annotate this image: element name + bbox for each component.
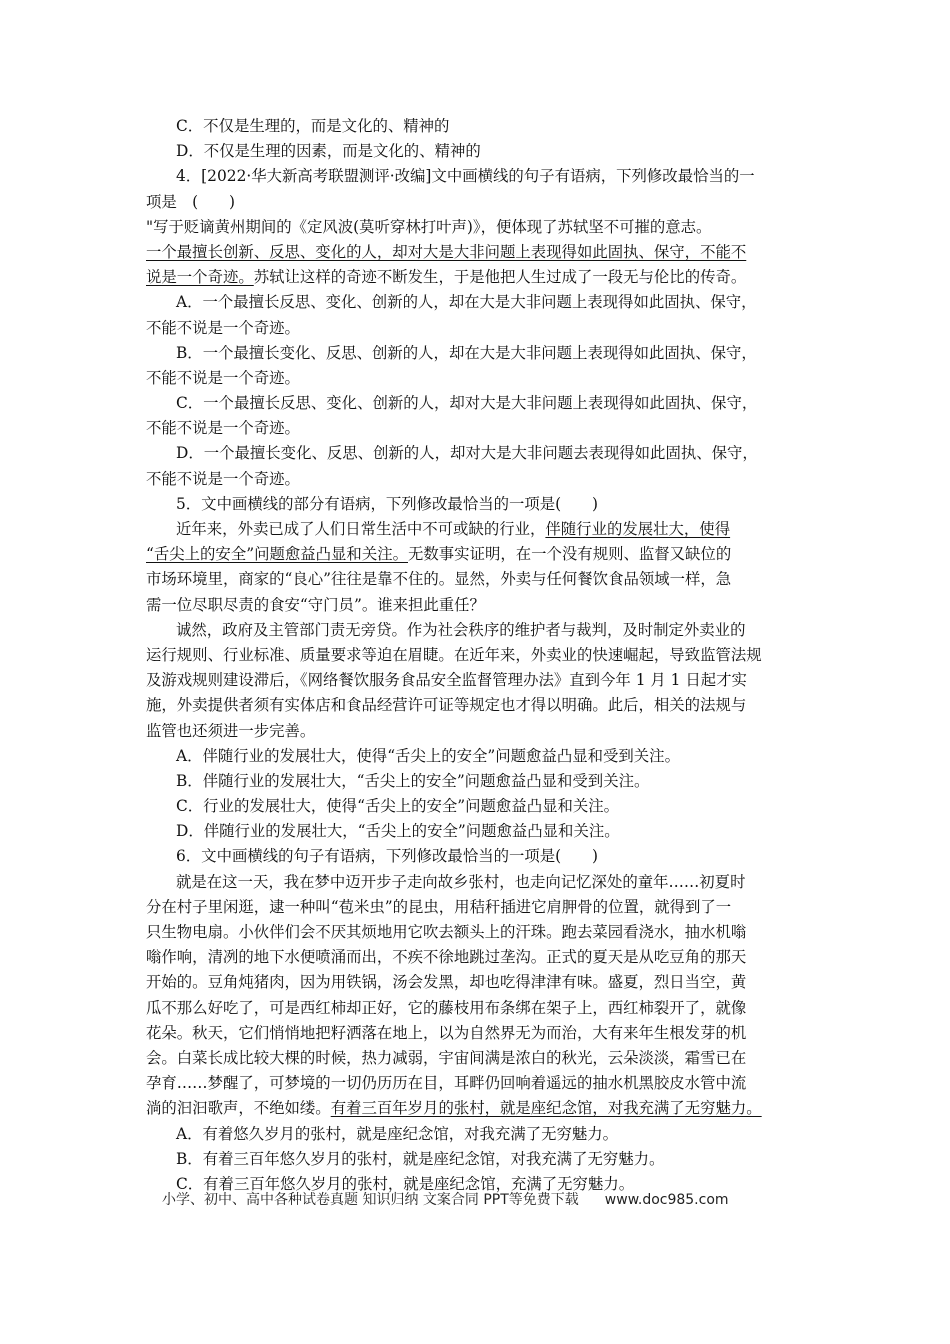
q5-text: 无数事实证明，在一个没有规则、监督又缺位的 bbox=[408, 545, 732, 564]
q6-passage-line: 孕育……梦醒了，可梦境的一切仍历历在目，耳畔仍回响着遥远的抽水机黑胶皮水管中流 bbox=[146, 1074, 747, 1093]
q6-passage-line: 分在村子里闲逛，逮一种叫“苞米虫”的昆虫，用秸秆插进它肩胛骨的位置，就得到了一 bbox=[146, 897, 732, 916]
q6-text: 淌的汩汩歌声，不绝如缕。 bbox=[146, 1099, 331, 1118]
q4-passage-tail: 苏轼让这样的奇迹不断发生，于是他把人生过成了一段无与伦比的传奇。 bbox=[253, 268, 747, 287]
q4-option-d-cont: 不能不说是一个奇迹。 bbox=[146, 469, 300, 488]
q4-option-b: B．一个最擅长变化、反思、创新的人，却在大是大非问题上表现得如此固执、保守， bbox=[176, 343, 757, 362]
q3-option-d: D．不仅是生理的因素，而是文化的、精神的 bbox=[176, 142, 481, 161]
footer-url[interactable]: www.doc985.com bbox=[604, 1192, 729, 1208]
q4-underlined-sentence-end: 说是一个奇迹。 bbox=[146, 268, 254, 287]
q3-option-c: C．不仅是生理的，而是文化的、精神的 bbox=[176, 117, 450, 135]
q4-stem-cont: 项是 ( ) bbox=[146, 192, 235, 211]
q4-option-d: D．一个最擅长变化、反思、创新的人，却对大是大非问题去表现得如此固执、保守， bbox=[176, 444, 758, 463]
q5-option-c: C．行业的发展壮大，使得“舌尖上的安全”问题愈益凸显和关注。 bbox=[176, 797, 620, 816]
footer-text: 小学、初中、高中各种试卷真题 知识归纳 文案合同 PPT等免费下载 bbox=[162, 1192, 579, 1208]
q5-passage-line: 诚然，政府及主管部门责无旁贷。作为社会秩序的维护者与裁判，及时制定外卖业的 bbox=[176, 620, 746, 639]
q4-underlined-sentence: 一个最擅长创新、反思、变化的人，却对大是大非问题上表现得如此固执、保守，不能不 bbox=[146, 242, 747, 261]
footer bbox=[162, 1190, 729, 1210]
q5-passage-line: 需一位尽职尽责的食安“守门员”。谁来担此重任？ bbox=[146, 595, 485, 614]
q6-passage-line: 会。白菜长成比较大棵的时候，热力减弱，宇宙间满是浓白的秋光，云朵淡淡，霜雪已在 bbox=[146, 1048, 747, 1067]
q6-option-b: B．有着三百年悠久岁月的张村，就是座纪念馆，对我充满了无穷魅力。 bbox=[176, 1149, 665, 1168]
q5-passage-line: 及游戏规则建设滞后，《网络餐饮服务食品安全监督管理办法》直到今年 1 月 1 日起才实 bbox=[146, 671, 747, 690]
q4-option-a-cont: 不能不说是一个奇迹。 bbox=[146, 318, 300, 337]
q5-passage-line bbox=[146, 517, 816, 542]
q5-passage-line: 市场环境里，商家的“良心”往往是靠不住的。显然，外卖与任何餐饮食品领域一样，急 bbox=[146, 570, 732, 589]
q4-passage-line bbox=[146, 265, 816, 290]
q6-option-a: A．有着悠久岁月的张村，就是座纪念馆，对我充满了无穷魅力。 bbox=[176, 1124, 619, 1143]
q5-option-b: B．伴随行业的发展壮大，“舌尖上的安全”问题愈益凸显和受到关注。 bbox=[176, 771, 650, 790]
q6-stem: 6．文中画横线的句子有语病，下列修改最恰当的一项是( ) bbox=[176, 847, 598, 866]
q5-underlined-part: 伴随行业的发展壮大，使得 bbox=[545, 520, 731, 538]
q5-stem: 5．文中画横线的部分有语病，下列修改最恰当的一项是( ) bbox=[176, 494, 598, 513]
q6-passage-line: 就是在这一天，我在梦中迈开步子走向故乡张村，也走向记忆深处的童年……初夏时 bbox=[176, 872, 746, 891]
q5-passage-line: 监管也还须进一步完善。 bbox=[146, 721, 316, 740]
q6-passage-line: 只生物电扇。小伙伴们会不厌其烦地用它吹去额头上的汗珠。跑去菜园看浇水，抽水机嗡 bbox=[146, 923, 747, 941]
q4-passage-line: "写于贬谪黄州期间的《定风波(莫听穿林打叶声)》，便体现了苏轼坚不可摧的意志。 bbox=[146, 217, 712, 236]
q5-option-a: A．伴随行业的发展壮大，使得“舌尖上的安全”问题愈益凸显和受到关注。 bbox=[176, 746, 680, 765]
q6-passage-line bbox=[146, 1096, 816, 1121]
q4-option-c-cont: 不能不说是一个奇迹。 bbox=[146, 419, 300, 438]
q5-underlined-part-end: “舌尖上的安全”问题愈益凸显和关注。 bbox=[146, 545, 408, 564]
q4-option-c: C．一个最擅长反思、变化、创新的人，却对大是大非问题上表现得如此固执、保守， bbox=[176, 394, 758, 413]
q4-stem: 4．[2022·华大新高考联盟测评·改编]文中画横线的句子有语病，下列修改最恰当的一 bbox=[176, 167, 755, 186]
q6-passage-line: 嗡作响，清冽的地下水便喷涌而出，不疾不徐地跳过垄沟。正式的夏天是从吃豆角的那天 bbox=[146, 948, 747, 967]
q5-passage-line: 施，外卖提供者须有实体店和食品经营许可证等规定也才得以明确。此后，相关的法规与 bbox=[146, 696, 747, 715]
q5-passage-line bbox=[146, 542, 816, 567]
q4-option-b-cont: 不能不说是一个奇迹。 bbox=[146, 368, 300, 387]
q4-option-a: A．一个最擅长反思、变化、创新的人，却在大是大非问题上表现得如此固执、保守， bbox=[176, 293, 757, 312]
q6-passage-line: 花朵。秋天，它们悄悄地把籽洒落在地上，以为自然界无为而治，大有来年生根发芽的机 bbox=[146, 1023, 747, 1042]
q5-text: 近年来，外卖已成了人们日常生活中不可或缺的行业， bbox=[176, 520, 546, 538]
q6-option-c: C．有着三百年悠久岁月的张村，就是座纪念馆，充满了无穷魅力。 bbox=[176, 1174, 635, 1193]
q5-option-d: D．伴随行业的发展壮大，“舌尖上的安全”问题愈益凸显和关注。 bbox=[176, 822, 620, 841]
q6-passage-line: 开始的。豆角炖猪肉，因为用铁锅，汤会发黑，却也吃得津津有味。盛夏，烈日当空，黄 bbox=[146, 973, 747, 992]
q4-passage-line bbox=[146, 240, 816, 265]
document-body bbox=[146, 114, 816, 1197]
q6-underlined-sentence: 有着三百年岁月的张村，就是座纪念馆，对我充满了无穷魅力。 bbox=[330, 1099, 762, 1118]
q6-passage-line: 瓜不那么好吃了，可是西红柿却正好，它的藤枝用布条绑在架子上，西红柿裂开了，就像 bbox=[146, 998, 747, 1017]
q5-passage-line: 运行规则、行业标准、质量要求等迫在眉睫。在近年来，外卖业的快速崛起，导致监管法规 bbox=[146, 645, 762, 664]
